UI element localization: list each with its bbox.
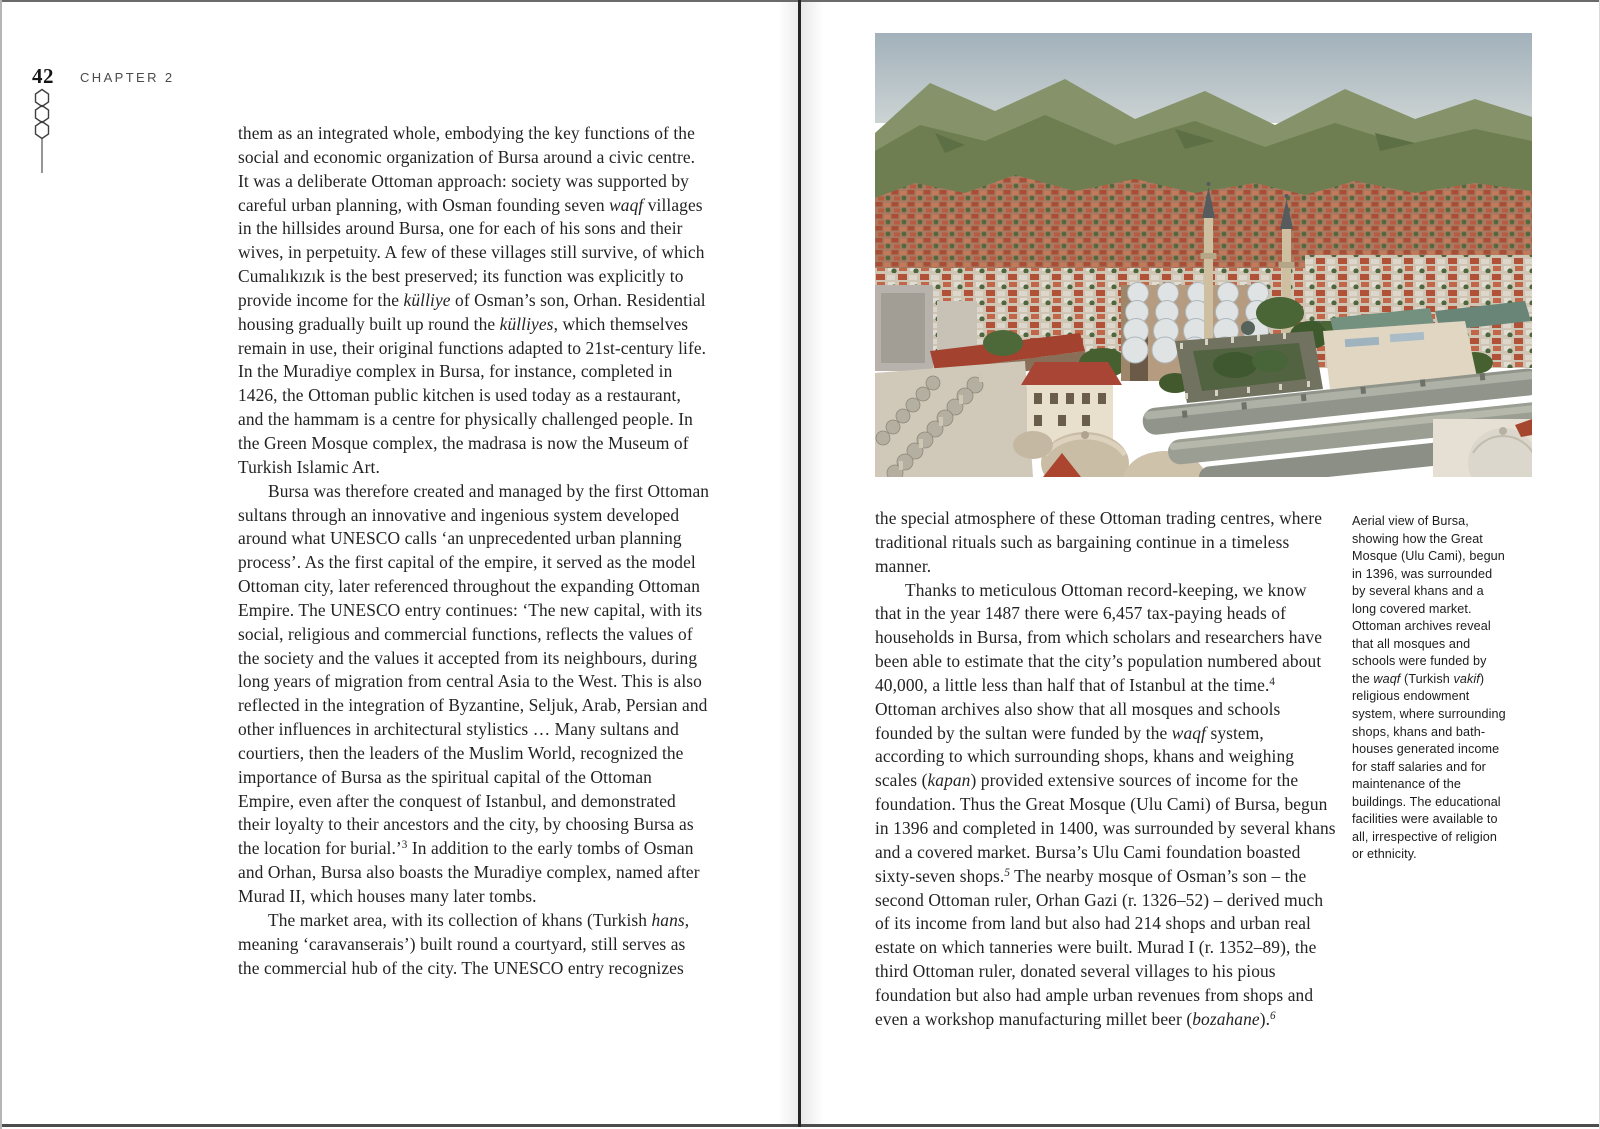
body-paragraph: them as an integrated whole, embodying the key functions of the social and economic organization of Bursa around a civic centre. It was a deliberate Ottoman approach: society was supported by careful urban planning, with Osman founding seven waqf villages in the hillsides around Bursa, one for each of his sons and their wives, in perpetuity. A few of these villages still survive, of which Cumalıkızık is the best preserved; its function was explicitly to provide income for the külliye of Osman’s son, Orhan. Residential housing gradually built up round the külliyes, which themselves remain in use, their original functions adapted to 21st-century life. In the Muradiye complex in Bursa, for instance, completed in 1426, the Ottoman public kitchen is used today as a restaurant, and the hammam is a centre for physically challenged people. In the Green Mosque complex, the madrasa is now the Museum of Turkish Islamic Art. <box>238 123 707 477</box>
page-number: 42 <box>32 64 54 88</box>
page-right <box>801 0 1600 1129</box>
left-text-column <box>238 122 710 980</box>
chapter-label: CHAPTER 2 <box>80 70 175 85</box>
spread-left-edge <box>0 0 2 1129</box>
chapter-chain-ornament-icon <box>33 88 51 179</box>
photo-caption: Aerial view of Bursa, showing how the Great Mosque (Ulu Cami), begun in 1396, was surrounded by several khans and a long covered market. Ottoman archives reveal that all mosques and schools were funded by the waqf (Turkish vakif) religious endowment system, where surrounding shops, khans and bath-houses generated income for staff salaries and for maintenance of the buildings. The educational facilities were available to all, irrespective of religion or ethnicity. <box>1352 514 1506 862</box>
gutter-shadow-left <box>778 0 798 1127</box>
page-gutter-line <box>798 0 801 1127</box>
page-left <box>0 0 798 1129</box>
body-paragraph: The market area, with its collection of khans (Turkish hans, meaning ‘caravanserais’) built round a courtyard, still serves as the commercial hub of the city. The UNESCO entry recognizes <box>238 909 690 978</box>
bursa-aerial-photo <box>875 33 1532 477</box>
body-paragraph: the special atmosphere of these Ottoman trading centres, where traditional rituals such as bargaining continue in a timeless manner. <box>875 508 1323 576</box>
right-text-column <box>875 507 1336 1032</box>
body-paragraph: Bursa was therefore created and managed by the first Ottoman sultans through an innovative and ingenious system developed around what UNESCO calls ‘an unprecedented urban planning process’. As the first capital of the empire, it served as the model Ottoman city, later referenced throughout the expanding Ottoman Empire. The UNESCO entry continues: ‘The new capital, with its social, religious and commercial functions, reflects the values of the society and the values it accepted from its neighbours, during long years of migration from central Asia to the West. This is also reflected in the integration of Byzantine, Seljuk, Arab, Persian and other influences in architectural stylistics … Many sultans and courtiers, then the leaders of the Muslim World, recognized the importance of Bursa as the spiritual capital of the Ottoman Empire, even after the conquest of Istanbul, and demonstrated their loyalty to their ancestors and the city, by choosing Bursa as the location for burial.’$^3$ In addition to the early tombs of Osman and Orhan, Bursa also boasts the Muradiye complex, named after Murad II, which houses many later tombs. <box>238 480 710 906</box>
body-paragraph: Thanks to meticulous Ottoman record-keeping, we know that in the year 1487 there were 6,457 tax-paying heads of households in Bursa, from which scholars and researchers have been able to estimate that the city’s population numbered about 40,000, a little less than half that of Istanbul at the time.$^4$ Ottoman archives also show that all mosques and schools founded by the sultan were funded by the waqf system, according to which surrounding shops, khans and weighing scales (kapan) provided extensive sources of income for the foundation. Thus the Great Mosque (Ulu Cami) of Bursa, begun in 1396 and completed in 1400, was surrounded by several khans and a covered market. Bursa’s Ulu Cami foundation boasted sixty-seven shops.$^5$ The nearby mosque of Osman’s son – the second Ottoman ruler, Orhan Gazi (r. 1326–52) – derived much of its income from land but also had 214 shops and urban real estate on which tanneries were built. Murad I (r. 1352–89), the third Ottoman ruler, donated several villages to his pious foundation but also had ample urban revenues from shops and even a workshop manufacturing millet beer (bozahane).$^6$ <box>875 579 1336 1029</box>
gutter-shadow-right <box>801 0 823 1127</box>
